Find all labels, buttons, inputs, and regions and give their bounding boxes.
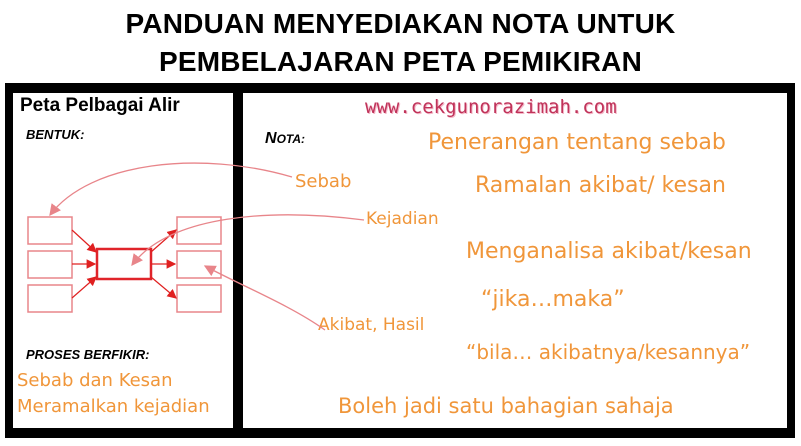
callout-cause: Sebab	[295, 171, 352, 192]
arrow-cause-3	[72, 277, 96, 298]
effect-box-2	[177, 251, 221, 278]
note-predict-effect: Ramalan akibat/ kesan	[475, 173, 726, 198]
website-watermark: www.cekgunorazimah.com	[365, 96, 617, 118]
callout-event: Kejadian	[366, 209, 439, 229]
page-title-line-1: PANDUAN MENYEDIAKAN NOTA UNTUK	[125, 8, 676, 39]
cause-box-3	[28, 285, 72, 312]
callout-arrow-cause	[50, 163, 292, 215]
note-if-then: “jika…maka”	[481, 287, 625, 312]
note-explain-cause: Penerangan tentang sebab	[428, 130, 726, 155]
callout-result: Akibat, Hasil	[318, 315, 425, 335]
callout-arrow-event	[132, 215, 364, 265]
cause-box-2	[28, 251, 72, 278]
cause-box-1	[28, 217, 72, 244]
arrow-effect-1	[151, 230, 176, 252]
shape-label: BENTUK:	[26, 127, 85, 142]
process-item-predict-event: Meramalkan kejadian	[17, 396, 210, 417]
thinking-process-label: PROSES BERFIKIR:	[26, 347, 150, 362]
process-item-cause-effect: Sebab dan Kesan	[17, 370, 173, 391]
note-can-be-one-part: Boleh jadi satu bahagian sahaja	[338, 394, 674, 418]
arrow-effect-3	[151, 277, 176, 298]
notes-label-rest: OTA:	[276, 132, 305, 146]
callout-arrow-result	[205, 266, 325, 330]
map-type-heading: Peta Pelbagai Alir	[20, 95, 180, 116]
note-when-result: “bila… akibatnya/kesannya”	[466, 340, 751, 364]
page-title-line-2: PEMBELAJARAN PETA PEMIKIRAN	[159, 46, 642, 77]
notes-label-initial: N	[265, 130, 277, 147]
arrow-cause-1	[72, 230, 96, 252]
note-analyze-effect: Menganalisa akibat/kesan	[466, 239, 752, 264]
effect-box-3	[177, 285, 221, 312]
